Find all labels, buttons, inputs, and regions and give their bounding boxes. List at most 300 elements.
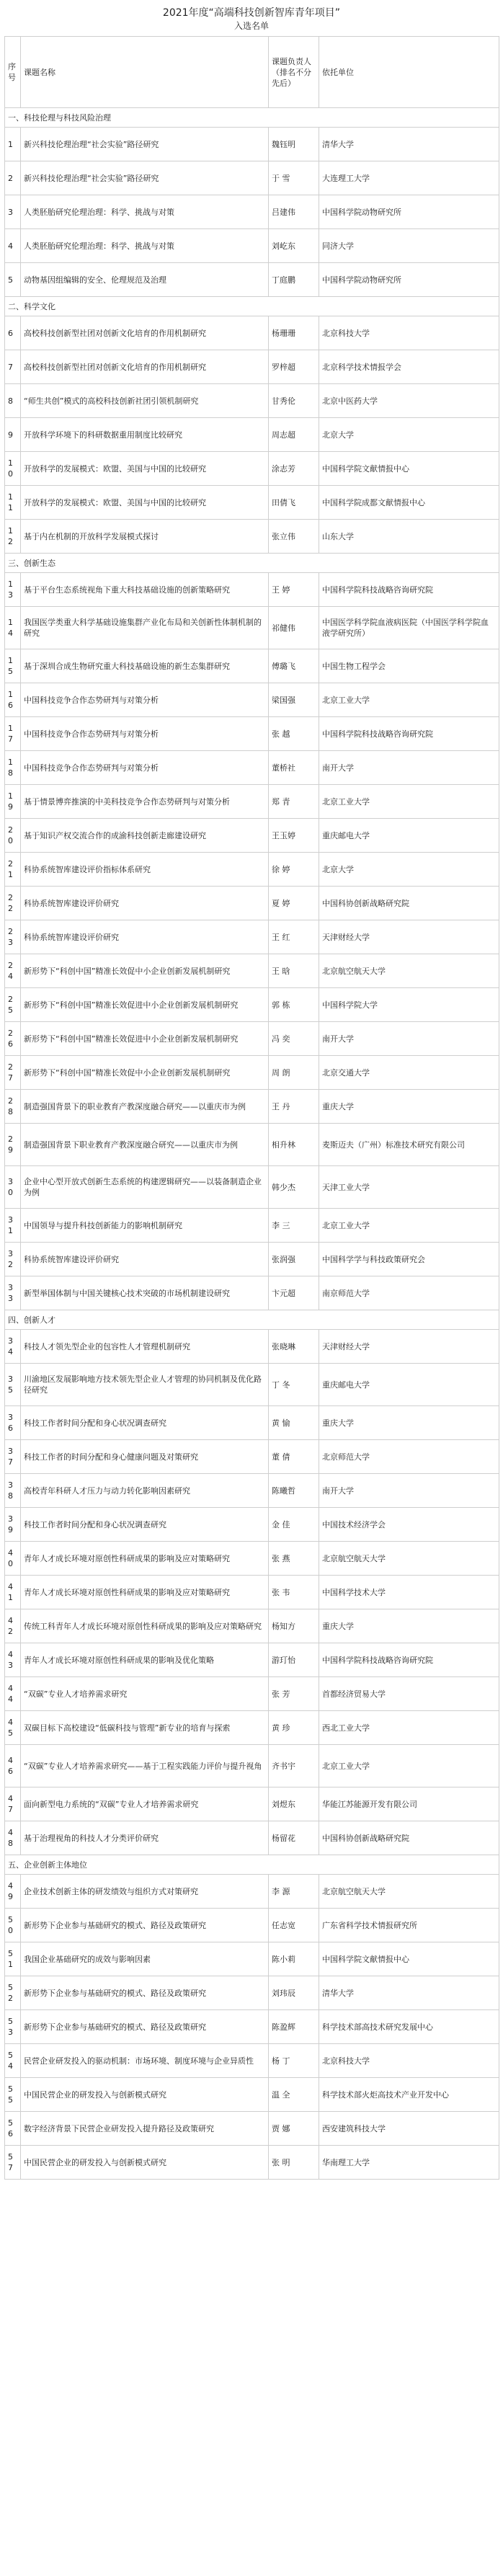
row-number: 25 <box>5 988 21 1022</box>
table-row <box>5 2044 499 2078</box>
table-row <box>5 683 499 717</box>
row-number: 42 <box>5 1609 21 1643</box>
table-row <box>5 1243 499 1276</box>
row-leader: 相升林 <box>269 1124 319 1166</box>
row-number: 22 <box>5 887 21 920</box>
row-leader: 杨知方 <box>269 1609 319 1643</box>
row-topic: 新形势下企业参与基础研究的模式、路径及政策研究 <box>21 1976 269 2010</box>
row-leader: 刘玮辰 <box>269 1976 319 2010</box>
row-topic: 民营企业研发投入的驱动机制：市场环境、制度环境与企业异质性 <box>21 2044 269 2078</box>
row-leader: 张润强 <box>269 1243 319 1276</box>
row-number: 52 <box>5 1976 21 2010</box>
table-row <box>5 1875 499 1909</box>
row-unit: 北京科技大学 <box>319 2044 499 2078</box>
row-leader: 罗梓超 <box>269 350 319 384</box>
row-topic: 中国民营企业的研发投入与创新模式研究 <box>21 2146 269 2180</box>
table-header-row <box>5 37 499 108</box>
row-topic: 基于内在机制的开放科学发展模式探讨 <box>21 520 269 554</box>
row-topic: 青年人才成长环境对原创性科研成果的影响及应对策略研究 <box>21 1576 269 1609</box>
row-unit: 南开大学 <box>319 751 499 785</box>
row-unit: 华南理工大学 <box>319 2146 499 2180</box>
row-number: 30 <box>5 1166 21 1209</box>
row-unit: 北京工业大学 <box>319 1745 499 1787</box>
table-row <box>5 607 499 649</box>
row-number: 34 <box>5 1330 21 1364</box>
section-row <box>5 297 499 316</box>
row-leader: 涂志芳 <box>269 452 319 486</box>
row-number: 41 <box>5 1576 21 1609</box>
row-unit: 科学技术部火炬高技术产业开发中心 <box>319 2078 499 2112</box>
table-row <box>5 1364 499 1406</box>
row-number: 40 <box>5 1542 21 1576</box>
row-topic: 新形势下企业参与基础研究的模式、路径及政策研究 <box>21 1909 269 1942</box>
table-row <box>5 520 499 554</box>
row-number: 54 <box>5 2044 21 2078</box>
row-topic: 企业技术创新主体的研发绩效与组织方式对策研究 <box>21 1875 269 1909</box>
row-unit: 北京航空航天大学 <box>319 954 499 988</box>
row-number: 37 <box>5 1440 21 1474</box>
table-row <box>5 1976 499 2010</box>
row-leader: 周 朗 <box>269 1056 319 1090</box>
table-row <box>5 573 499 607</box>
row-unit: 中国科学院科技战略咨询研究院 <box>319 1643 499 1677</box>
row-number: 17 <box>5 717 21 751</box>
row-topic: 新形势下企业参与基础研究的模式、路径及政策研究 <box>21 2010 269 2044</box>
table-row <box>5 988 499 1022</box>
row-unit: 北京航空航天大学 <box>319 1875 499 1909</box>
row-topic: 高校青年科研人才压力与动力转化影响因素研究 <box>21 1474 269 1508</box>
row-unit: 北京工业大学 <box>319 785 499 819</box>
table-row <box>5 2078 499 2112</box>
table-row <box>5 1166 499 1209</box>
row-topic: 中国科技竞争合作态势研判与对策分析 <box>21 717 269 751</box>
row-number: 7 <box>5 350 21 384</box>
row-topic: 青年人才成长环境对原创性科研成果的影响及应对策略研究 <box>21 1542 269 1576</box>
table-body <box>5 37 499 2180</box>
row-number: 12 <box>5 520 21 554</box>
row-topic: 企业中心型开放式创新生态系统的构建逻辑研究——以装备制造企业为例 <box>21 1166 269 1209</box>
row-unit: 中国科协创新战略研究院 <box>319 1821 499 1855</box>
row-number: 23 <box>5 920 21 954</box>
row-leader: 夏 婷 <box>269 887 319 920</box>
row-unit: 中国科学院科技战略咨询研究院 <box>319 573 499 607</box>
row-leader: 祁健伟 <box>269 607 319 649</box>
row-number: 33 <box>5 1276 21 1310</box>
row-unit: 北京大学 <box>319 418 499 452</box>
row-leader: 张 燕 <box>269 1542 319 1576</box>
row-topic: 我国医学类重大科学基础设施集群产业化布局和关创新性体制机制的研究 <box>21 607 269 649</box>
row-leader: 游玎怡 <box>269 1643 319 1677</box>
row-unit: 山东大学 <box>319 520 499 554</box>
table-row <box>5 161 499 195</box>
table-row <box>5 229 499 263</box>
row-number: 46 <box>5 1745 21 1787</box>
row-unit: 北京工业大学 <box>319 1209 499 1243</box>
table-row <box>5 853 499 887</box>
table-row <box>5 1677 499 1711</box>
row-leader: 齐书宇 <box>269 1745 319 1787</box>
row-topic: 新形势下“科创中国”精准长效促进中小企业创新发展机制研究 <box>21 1022 269 1056</box>
section-row <box>5 1310 499 1330</box>
table-row <box>5 1942 499 1976</box>
row-number: 6 <box>5 316 21 350</box>
row-unit: 中国技术经济学会 <box>319 1508 499 1542</box>
row-leader: 丁庭鹏 <box>269 263 319 297</box>
row-unit: 南开大学 <box>319 1022 499 1056</box>
row-leader: 金 佳 <box>269 1508 319 1542</box>
table-row <box>5 2010 499 2044</box>
row-leader: 徐 婷 <box>269 853 319 887</box>
row-leader: 王 红 <box>269 920 319 954</box>
row-topic: 传统工科青年人才成长环境对原创性科研成果的影响及应对策略研究 <box>21 1609 269 1643</box>
row-leader: 张立伟 <box>269 520 319 554</box>
table-row <box>5 1056 499 1090</box>
table-row <box>5 1909 499 1942</box>
row-topic: 中国民营企业的研发投入与创新模式研究 <box>21 2078 269 2112</box>
section-title: 二、科学文化 <box>5 297 499 316</box>
row-number: 43 <box>5 1643 21 1677</box>
row-number: 24 <box>5 954 21 988</box>
row-leader: 丁 冬 <box>269 1364 319 1406</box>
row-number: 14 <box>5 607 21 649</box>
table-row <box>5 418 499 452</box>
row-leader: 董 倩 <box>269 1440 319 1474</box>
row-leader: 甘秀伦 <box>269 384 319 418</box>
row-topic: 川渝地区发展影响地方技术领先型企业人才管理的协同机制及优化路径研究 <box>21 1364 269 1406</box>
row-topic: 科技工作者时间分配和身心状况调查研究 <box>21 1508 269 1542</box>
row-leader: 贾 娜 <box>269 2112 319 2146</box>
table-row <box>5 1787 499 1821</box>
table-row <box>5 1209 499 1243</box>
row-unit: 中国科学院科技战略咨询研究院 <box>319 717 499 751</box>
row-topic: 基于治理视角的科技人才分类评价研究 <box>21 1821 269 1855</box>
document <box>4 0 499 2180</box>
row-number: 5 <box>5 263 21 297</box>
table-row <box>5 1542 499 1576</box>
row-unit: 天津工业大学 <box>319 1166 499 1209</box>
row-unit: 南京师范大学 <box>319 1276 499 1310</box>
row-unit: 天津财经大学 <box>319 920 499 954</box>
row-unit: 科学技术部高技术研究发展中心 <box>319 2010 499 2044</box>
table-row <box>5 384 499 418</box>
row-topic: 双碳目标下高校建设“低碳科技与管理”新专业的培育与探索 <box>21 1711 269 1745</box>
row-topic: 中国科技竞争合作态势研判与对策分析 <box>21 751 269 785</box>
row-topic: 科协系统智库建设评价研究 <box>21 920 269 954</box>
row-number: 53 <box>5 2010 21 2044</box>
row-leader: 陈盈辉 <box>269 2010 319 2044</box>
row-topic: 科协系统智库建设评价研究 <box>21 887 269 920</box>
row-topic: 新兴科技伦理治理“社会实验”路径研究 <box>21 128 269 161</box>
row-leader: 董桥社 <box>269 751 319 785</box>
row-number: 31 <box>5 1209 21 1243</box>
row-unit: 华能江苏能源开发有限公司 <box>319 1787 499 1821</box>
row-leader: 杨珊珊 <box>269 316 319 350</box>
row-unit: 北京工业大学 <box>319 683 499 717</box>
row-leader: 张 韦 <box>269 1576 319 1609</box>
row-number: 27 <box>5 1056 21 1090</box>
row-leader: 陈曦哲 <box>269 1474 319 1508</box>
row-leader: 张晓琳 <box>269 1330 319 1364</box>
row-unit: 重庆邮电大学 <box>319 819 499 853</box>
row-topic: 制造强国背景下的职业教育产教深度融合研究——以重庆市为例 <box>21 1090 269 1124</box>
row-unit: 西北工业大学 <box>319 1711 499 1745</box>
row-number: 35 <box>5 1364 21 1406</box>
table-row <box>5 486 499 520</box>
row-topic: 科协系统智库建设评价指标体系研究 <box>21 853 269 887</box>
row-unit: 中国科学院文献情报中心 <box>319 452 499 486</box>
row-unit: 北京航空航天大学 <box>319 1542 499 1576</box>
row-leader: 魏钰明 <box>269 128 319 161</box>
row-number: 2 <box>5 161 21 195</box>
row-unit: 天津财经大学 <box>319 1330 499 1364</box>
row-topic: 新型举国体制与中国关键核心技术突破的市场机制建设研究 <box>21 1276 269 1310</box>
row-number: 13 <box>5 573 21 607</box>
row-number: 39 <box>5 1508 21 1542</box>
row-topic: 科协系统智库建设评价研究 <box>21 1243 269 1276</box>
row-number: 47 <box>5 1787 21 1821</box>
table-row <box>5 1440 499 1474</box>
row-topic: 基于情景博弈推演的中美科技竞争合作态势研判与对策分析 <box>21 785 269 819</box>
row-number: 32 <box>5 1243 21 1276</box>
row-leader: 黄 愉 <box>269 1406 319 1440</box>
row-number: 56 <box>5 2112 21 2146</box>
row-topic: 高校科技创新型社团对创新文化培育的作用机制研究 <box>21 316 269 350</box>
row-leader: 傅璐飞 <box>269 649 319 683</box>
row-number: 10 <box>5 452 21 486</box>
row-leader: 刘煜东 <box>269 1787 319 1821</box>
row-topic: 新形势下“科创中国”精准长效促中小企业创新发展机制研究 <box>21 954 269 988</box>
row-topic: 高校科技创新型社团对创新文化培育的作用机制研究 <box>21 350 269 384</box>
table-row <box>5 819 499 853</box>
row-unit: 中国科学院成都文献情报中心 <box>319 486 499 520</box>
row-leader: 张 明 <box>269 2146 319 2180</box>
row-leader: 杨 丁 <box>269 2044 319 2078</box>
row-number: 26 <box>5 1022 21 1056</box>
row-unit: 中国科学院动物研究所 <box>319 263 499 297</box>
row-unit: 清华大学 <box>319 128 499 161</box>
row-unit: 中国科学技术大学 <box>319 1576 499 1609</box>
table-row <box>5 452 499 486</box>
table-row <box>5 954 499 988</box>
row-leader: 吕建伟 <box>269 195 319 229</box>
table-row <box>5 1474 499 1508</box>
table-row <box>5 1508 499 1542</box>
row-number: 18 <box>5 751 21 785</box>
row-leader: 王玉婷 <box>269 819 319 853</box>
table-row <box>5 751 499 785</box>
row-number: 20 <box>5 819 21 853</box>
row-topic: 我国企业基础研究的成效与影响因素 <box>21 1942 269 1976</box>
row-leader: 李 三 <box>269 1209 319 1243</box>
row-number: 16 <box>5 683 21 717</box>
row-topic: 基于知识产权交流合作的成渝科技创新走廊建设研究 <box>21 819 269 853</box>
table-row <box>5 2112 499 2146</box>
row-number: 19 <box>5 785 21 819</box>
row-unit: 重庆邮电大学 <box>319 1364 499 1406</box>
document-title: 2021年度“高端科技创新智库青年项目” <box>162 7 341 19</box>
row-number: 28 <box>5 1090 21 1124</box>
row-number: 3 <box>5 195 21 229</box>
row-number: 36 <box>5 1406 21 1440</box>
row-unit: 北京大学 <box>319 853 499 887</box>
row-leader: 于 雪 <box>269 161 319 195</box>
row-unit: 南开大学 <box>319 1474 499 1508</box>
row-leader: 郑 青 <box>269 785 319 819</box>
section-row <box>5 108 499 128</box>
table-row <box>5 1821 499 1855</box>
row-topic: 青年人才成长环境对原创性科研成果的影响及优化策略 <box>21 1643 269 1677</box>
table-row <box>5 195 499 229</box>
row-number: 51 <box>5 1942 21 1976</box>
row-leader: 周志超 <box>269 418 319 452</box>
row-leader: 李 源 <box>269 1875 319 1909</box>
selection-table <box>4 36 499 2180</box>
row-unit: 重庆大学 <box>319 1406 499 1440</box>
table-row <box>5 887 499 920</box>
table-row <box>5 717 499 751</box>
row-topic: 制造强国背景下职业教育产教深度融合研究——以重庆市为例 <box>21 1124 269 1166</box>
table-row <box>5 1609 499 1643</box>
row-number: 38 <box>5 1474 21 1508</box>
row-unit: 首都经济贸易大学 <box>319 1677 499 1711</box>
row-unit: 麦斯迈夫（广州）标准技术研究有限公司 <box>319 1124 499 1166</box>
row-leader: 冯 奕 <box>269 1022 319 1056</box>
row-number: 48 <box>5 1821 21 1855</box>
row-unit: 重庆大学 <box>319 1090 499 1124</box>
row-number: 15 <box>5 649 21 683</box>
row-topic: 新形势下“科创中国”精准长效促中小企业创新发展机制研究 <box>21 1056 269 1090</box>
row-unit: 中国科学院动物研究所 <box>319 195 499 229</box>
section-title: 四、创新人才 <box>5 1310 499 1330</box>
row-number: 49 <box>5 1875 21 1909</box>
table-row <box>5 316 499 350</box>
row-number: 57 <box>5 2146 21 2180</box>
row-unit: 北京科学技术情报学会 <box>319 350 499 384</box>
row-unit: 北京中医药大学 <box>319 384 499 418</box>
document-subtitle: 入选名单 <box>233 21 269 31</box>
row-unit: 大连理工大学 <box>319 161 499 195</box>
row-leader: 陈小莉 <box>269 1942 319 1976</box>
row-topic: 开放科学的发展模式：欧盟、美国与中国的比较研究 <box>21 452 269 486</box>
row-unit: 广东省科学技术情报研究所 <box>319 1909 499 1942</box>
row-topic: 中国领导与提升科技创新能力的影响机制研究 <box>21 1209 269 1243</box>
row-unit: 北京交通大学 <box>319 1056 499 1090</box>
row-leader: 王 丹 <box>269 1090 319 1124</box>
row-unit: 中国科学院文献情报中心 <box>319 1942 499 1976</box>
row-topic: 开放科学的发展模式：欧盟、美国与中国的比较研究 <box>21 486 269 520</box>
table-row <box>5 1711 499 1745</box>
table-row <box>5 1643 499 1677</box>
header-topic: 课题名称 <box>21 37 269 108</box>
section-row <box>5 554 499 573</box>
row-number: 55 <box>5 2078 21 2112</box>
table-row <box>5 263 499 297</box>
row-topic: 面向新型电力系统的“双碳”专业人才培养需求研究 <box>21 1787 269 1821</box>
row-unit: 清华大学 <box>319 1976 499 2010</box>
row-number: 29 <box>5 1124 21 1166</box>
table-row <box>5 350 499 384</box>
row-leader: 田倩飞 <box>269 486 319 520</box>
table-row <box>5 2146 499 2180</box>
table-row <box>5 1406 499 1440</box>
row-topic: 人类胚胎研究伦理治理：科学、挑战与对策 <box>21 229 269 263</box>
row-unit: 中国科协创新战略研究院 <box>319 887 499 920</box>
table-row <box>5 1124 499 1166</box>
row-topic: 基于平台生态系统视角下重大科技基础设施的创新策略研究 <box>21 573 269 607</box>
table-row <box>5 128 499 161</box>
row-leader: 杨留花 <box>269 1821 319 1855</box>
row-leader: 任志宽 <box>269 1909 319 1942</box>
row-topic: 人类胚胎研究伦理治理：科学、挑战与对策 <box>21 195 269 229</box>
section-title: 五、企业创新主体地位 <box>5 1855 499 1875</box>
table-row <box>5 1022 499 1056</box>
header-leader: 课题负责人（排名不分先后） <box>269 37 319 108</box>
row-number: 9 <box>5 418 21 452</box>
row-topic: 中国科技竞争合作态势研判与对策分析 <box>21 683 269 717</box>
row-number: 11 <box>5 486 21 520</box>
row-unit: 北京科技大学 <box>319 316 499 350</box>
row-topic: 科技工作者时间分配和身心状况调查研究 <box>21 1406 269 1440</box>
table-row <box>5 1745 499 1787</box>
table-row <box>5 920 499 954</box>
table-row <box>5 1330 499 1364</box>
row-unit: 重庆大学 <box>319 1609 499 1643</box>
row-unit: 同济大学 <box>319 229 499 263</box>
row-topic: 开放科学环境下的科研数据重用制度比较研究 <box>21 418 269 452</box>
section-title: 一、科技伦理与科技风险治理 <box>5 108 499 128</box>
row-leader: 张 越 <box>269 717 319 751</box>
row-topic: “师生共创”模式的高校科技创新社团引领机制研究 <box>21 384 269 418</box>
row-topic: 科技人才领先型企业的包容性人才管理机制研究 <box>21 1330 269 1364</box>
row-topic: “双碳”专业人才培养需求研究——基于工程实践能力评价与提升视角 <box>21 1745 269 1787</box>
row-unit: 中国医学科学院血液病医院（中国医学科学院血液学研究所） <box>319 607 499 649</box>
row-leader: 郭 栋 <box>269 988 319 1022</box>
row-leader: 张 芳 <box>269 1677 319 1711</box>
row-number: 21 <box>5 853 21 887</box>
row-leader: 温 全 <box>269 2078 319 2112</box>
row-topic: 新兴科技伦理治理“社会实验”路径研究 <box>21 161 269 195</box>
row-leader: 王 晗 <box>269 954 319 988</box>
row-topic: 基于深圳合成生物研究重大科技基础设施的新生态集群研究 <box>21 649 269 683</box>
section-title: 三、创新生态 <box>5 554 499 573</box>
header-unit: 依托单位 <box>319 37 499 108</box>
row-unit: 中国生物工程学会 <box>319 649 499 683</box>
row-topic: “双碳”专业人才培养需求研究 <box>21 1677 269 1711</box>
table-row <box>5 649 499 683</box>
row-unit: 中国科学院大学 <box>319 988 499 1022</box>
table-row <box>5 785 499 819</box>
row-number: 44 <box>5 1677 21 1711</box>
row-topic: 数字经济背景下民营企业研发投入提升路径及政策研究 <box>21 2112 269 2146</box>
row-number: 45 <box>5 1711 21 1745</box>
row-topic: 科技工作者的时间分配和身心健康问题及对策研究 <box>21 1440 269 1474</box>
row-number: 8 <box>5 384 21 418</box>
header-seq: 序号 <box>5 37 21 108</box>
row-number: 50 <box>5 1909 21 1942</box>
row-topic: 动物基因组编辑的安全、伦理规范及治理 <box>21 263 269 297</box>
table-row <box>5 1576 499 1609</box>
section-row <box>5 1855 499 1875</box>
row-unit: 西安建筑科技大学 <box>319 2112 499 2146</box>
row-unit: 北京师范大学 <box>319 1440 499 1474</box>
row-leader: 刘屹东 <box>269 229 319 263</box>
row-unit: 中国科学学与科技政策研究会 <box>319 1243 499 1276</box>
table-row <box>5 1276 499 1310</box>
row-leader: 卞元超 <box>269 1276 319 1310</box>
row-number: 1 <box>5 128 21 161</box>
row-topic: 新形势下“科创中国”精准长效促进中小企业创新发展机制研究 <box>21 988 269 1022</box>
row-leader: 梁国强 <box>269 683 319 717</box>
